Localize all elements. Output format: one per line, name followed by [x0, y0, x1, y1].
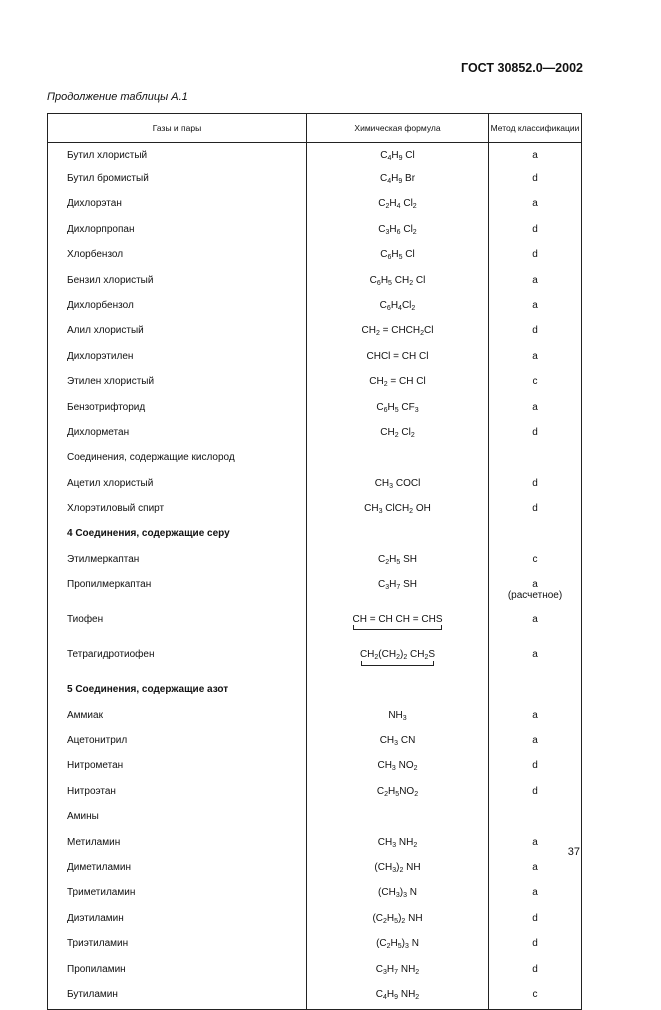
gas-name-cell: Дихлорэтан	[48, 193, 307, 218]
table-row	[48, 574, 582, 609]
table-row	[48, 168, 582, 193]
table-row	[48, 523, 582, 548]
column-header-method: Метод классификации	[489, 114, 582, 143]
method-cell: d	[489, 168, 582, 193]
gas-name-cell: Нитрометан	[48, 755, 307, 780]
method-cell: d	[489, 781, 582, 806]
column-header-formula: Химическая формула	[307, 114, 489, 143]
formula-cell: $CH_3$ CN	[307, 730, 489, 755]
gas-name-cell: Бутил бромистый	[48, 168, 307, 193]
method-cell	[489, 447, 582, 472]
gas-name-cell: Соединения, содержащие кислород	[48, 447, 307, 472]
formula-cell: $C_3H_7$ $NH_2$	[307, 959, 489, 984]
page-number: 37	[567, 846, 580, 858]
formula-cell: $C_2H_4$ $Cl_2$	[307, 193, 489, 218]
table-row	[48, 644, 582, 679]
table-row	[48, 270, 582, 295]
gas-name-cell: 5 Соединения, содержащие азот	[48, 679, 307, 704]
method-cell: d	[489, 320, 582, 345]
table-body	[48, 143, 582, 1010]
gas-name-cell: 4 Соединения, содержащие серу	[48, 523, 307, 548]
formula-cell: CHCl = CH Cl	[307, 346, 489, 371]
formula-cell: $C_4H_9$ $NH_2$	[307, 984, 489, 1010]
table-row	[48, 882, 582, 907]
table-row	[48, 755, 582, 780]
formula-cell: $C_6H_5$ $CF_3$	[307, 397, 489, 422]
gas-name-cell: Алил хлористый	[48, 320, 307, 345]
gas-name-cell: Бензотрифторид	[48, 397, 307, 422]
method-cell: d	[489, 244, 582, 269]
formula-cell	[307, 806, 489, 831]
gas-name-cell: Тетрагидротиофен	[48, 644, 307, 679]
table-row	[48, 473, 582, 498]
gas-name-cell: Метиламин	[48, 832, 307, 857]
method-cell: a	[489, 193, 582, 218]
table-row	[48, 857, 582, 882]
method-cell: a	[489, 270, 582, 295]
table-row	[48, 959, 582, 984]
table-row	[48, 295, 582, 320]
method-cell: d	[489, 473, 582, 498]
gas-name-cell: Бензил хлористый	[48, 270, 307, 295]
gas-name-cell: Триметиламин	[48, 882, 307, 907]
gas-name-cell: Бутил хлористый	[48, 143, 307, 169]
table-row	[48, 908, 582, 933]
method-cell: a (расчетное)	[489, 574, 582, 609]
method-cell	[489, 523, 582, 548]
formula-cell: $C_3H_6$ $Cl_2$	[307, 219, 489, 244]
gas-name-cell: Ацетонитрил	[48, 730, 307, 755]
method-cell: d	[489, 959, 582, 984]
method-cell: c	[489, 371, 582, 396]
table-row	[48, 498, 582, 523]
gas-name-cell: Диэтиламин	[48, 908, 307, 933]
formula-cell: $C_6H_5$ Cl	[307, 244, 489, 269]
gas-name-cell: Ацетил хлористый	[48, 473, 307, 498]
table-row	[48, 422, 582, 447]
method-cell: a	[489, 705, 582, 730]
gas-classification-table	[47, 113, 582, 1010]
formula-cell: $C_3H_7$ SH	[307, 574, 489, 609]
formula-cell: $(CH_3)_2$ NH	[307, 857, 489, 882]
method-cell: c	[489, 549, 582, 574]
formula-cell: $CH_3$ ClCH$_2$ OH	[307, 498, 489, 523]
formula-cell: $(C_2H_5)_2$ NH	[307, 908, 489, 933]
gas-name-cell: Бутиламин	[48, 984, 307, 1010]
gas-name-cell: Пропиламин	[48, 959, 307, 984]
method-cell: d	[489, 933, 582, 958]
method-cell: c	[489, 984, 582, 1010]
formula-cell: $C_2H_5$ SH	[307, 549, 489, 574]
table-row	[48, 143, 582, 169]
gas-name-cell: Хлорбензол	[48, 244, 307, 269]
formula-cell: CH = CH CH = CHS	[307, 609, 489, 644]
method-cell: d	[489, 755, 582, 780]
formula-cell: $C_4H_9$ Cl	[307, 143, 489, 169]
formula-cell: $CH_3$ $NH_2$	[307, 832, 489, 857]
table-row	[48, 679, 582, 704]
table-row	[48, 219, 582, 244]
formula-cell: $C_2H_5NO_2$	[307, 781, 489, 806]
gas-name-cell: Тиофен	[48, 609, 307, 644]
gas-name-cell: Амины	[48, 806, 307, 831]
method-cell: a	[489, 346, 582, 371]
gas-name-cell: Этилмеркаптан	[48, 549, 307, 574]
formula-cell: $C_6H_5$ $CH_2$ Cl	[307, 270, 489, 295]
formula-cell: $CH_2$ $Cl_2$	[307, 422, 489, 447]
table-row	[48, 984, 582, 1010]
method-cell: d	[489, 422, 582, 447]
formula-cell: $(C_2H_5)_3$ N	[307, 933, 489, 958]
formula-cell	[307, 447, 489, 472]
gas-name-cell: Дихлорбензол	[48, 295, 307, 320]
method-cell: a	[489, 143, 582, 169]
column-header-gases: Газы и пары	[48, 114, 307, 143]
formula-cell: $C_4H_9$ Br	[307, 168, 489, 193]
gas-name-cell: Аммиак	[48, 705, 307, 730]
table-row	[48, 781, 582, 806]
method-cell: a	[489, 832, 582, 857]
table-row	[48, 549, 582, 574]
gas-name-cell: Дихлорметан	[48, 422, 307, 447]
gas-name-cell: Диметиламин	[48, 857, 307, 882]
table-row	[48, 806, 582, 831]
gas-name-cell: Пропилмеркаптан	[48, 574, 307, 609]
table-row	[48, 371, 582, 396]
formula-cell: $CH_3$ COCl	[307, 473, 489, 498]
table-row	[48, 320, 582, 345]
table-row	[48, 346, 582, 371]
method-cell: d	[489, 219, 582, 244]
gas-name-cell: Триэтиламин	[48, 933, 307, 958]
method-cell: a	[489, 609, 582, 644]
method-cell	[489, 806, 582, 831]
gas-name-cell: Дихлорпропан	[48, 219, 307, 244]
formula-cell: $CH_2$ = CH Cl	[307, 371, 489, 396]
table-row	[48, 244, 582, 269]
formula-cell: $CH_2$ = $CHCH_2Cl$	[307, 320, 489, 345]
method-cell: a	[489, 882, 582, 907]
table-row	[48, 193, 582, 218]
table-row	[48, 933, 582, 958]
gas-name-cell: Этилен хлористый	[48, 371, 307, 396]
method-cell: d	[489, 498, 582, 523]
table-caption: Продолжение таблицы А.1	[47, 91, 188, 103]
formula-cell: $(CH_3)_3$ N	[307, 882, 489, 907]
method-cell	[489, 679, 582, 704]
formula-cell: $NH_3$	[307, 705, 489, 730]
table-header-row	[48, 114, 582, 143]
gas-name-cell: Дихлорэтилен	[48, 346, 307, 371]
document-standard-number: ГОСТ 30852.0—2002	[461, 61, 583, 75]
method-cell: a	[489, 295, 582, 320]
table-row	[48, 609, 582, 644]
table-row	[48, 397, 582, 422]
method-cell: a	[489, 397, 582, 422]
table-row	[48, 832, 582, 857]
table-row	[48, 730, 582, 755]
gas-name-cell: Хлорэтиловый спирт	[48, 498, 307, 523]
formula-cell: $C_6H_4Cl_2$	[307, 295, 489, 320]
method-cell: a	[489, 730, 582, 755]
method-cell: a	[489, 857, 582, 882]
formula-cell	[307, 523, 489, 548]
gas-name-cell: Нитроэтан	[48, 781, 307, 806]
method-cell: a	[489, 644, 582, 679]
formula-cell: $CH_2(CH_2)_2$ $CH_2S$	[307, 644, 489, 679]
method-cell: d	[489, 908, 582, 933]
table-row	[48, 705, 582, 730]
formula-cell	[307, 679, 489, 704]
table-row	[48, 447, 582, 472]
formula-cell: $CH_3$ $NO_2$	[307, 755, 489, 780]
